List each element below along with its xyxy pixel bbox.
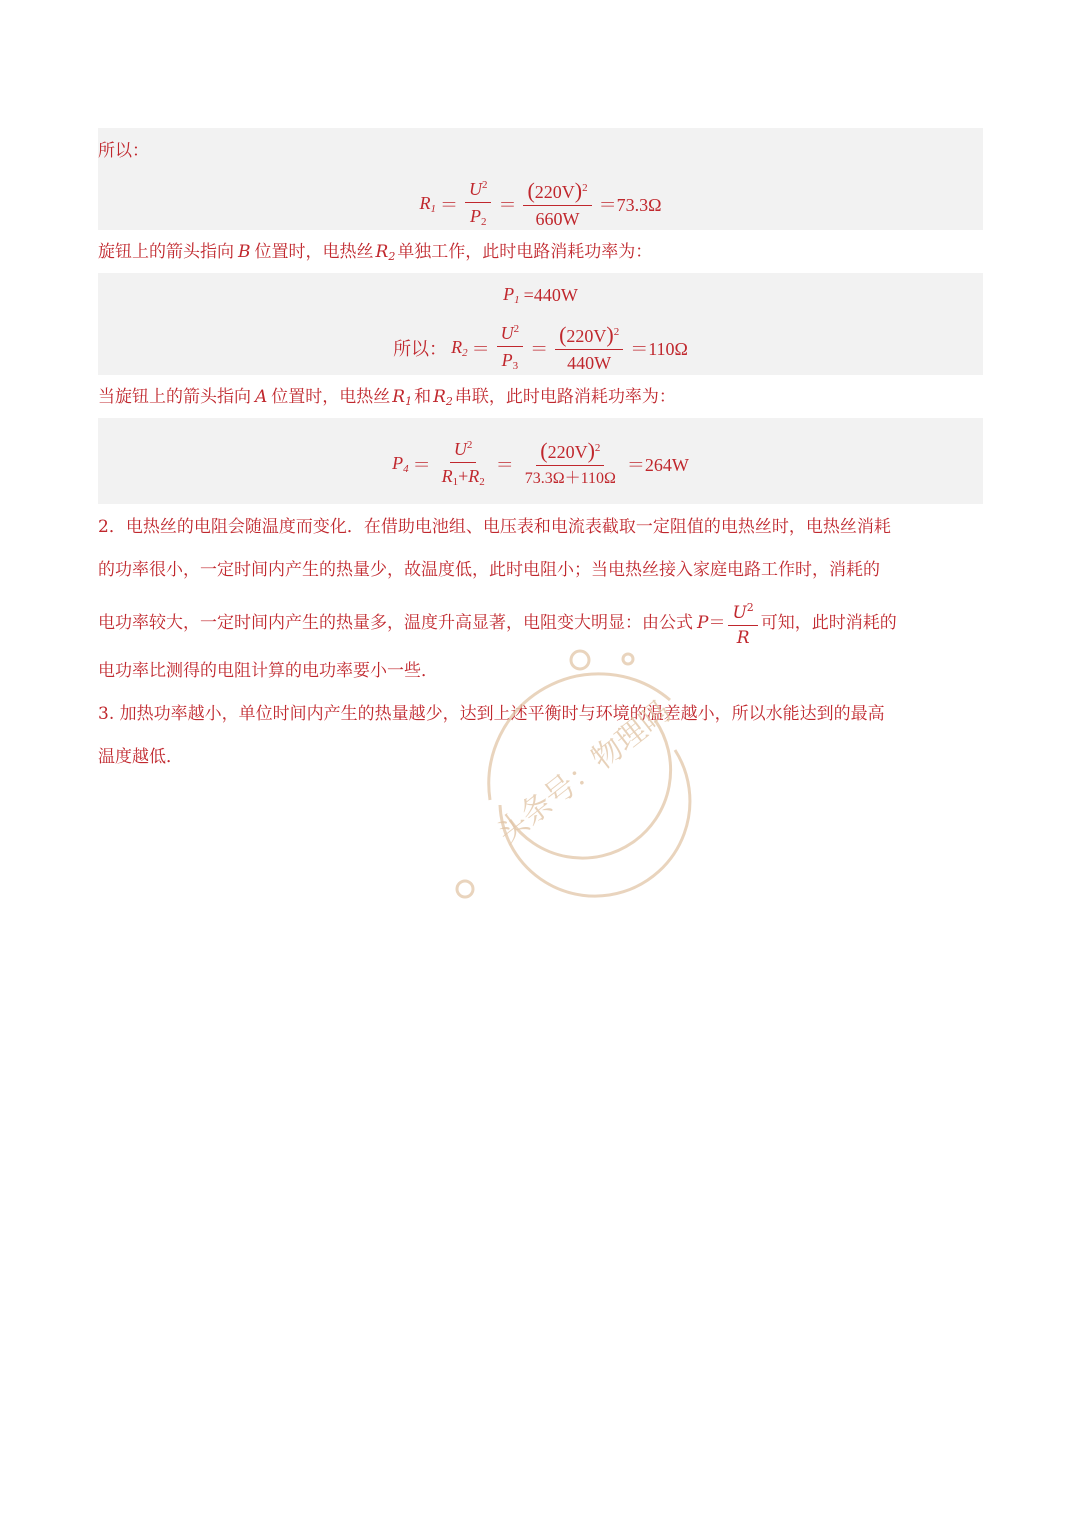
watermark-stamp bbox=[440, 630, 740, 910]
formula-p4: $P_4$ ＝ $\frac{U^2}{R_1+R_2}$ ＝ $\frac{(220V)^2}{73.3\Omega+110\Omega}$ ＝264W bbox=[98, 434, 983, 493]
block2-intro: 所以： bbox=[393, 338, 448, 359]
result-264: ＝264W bbox=[626, 454, 689, 475]
text-line-a: 当旋钮上的箭头指向 A 位置时，电热丝 $R_1$ 和 $R_2$ 串联，此时电路消耗功率为： bbox=[98, 387, 676, 408]
result-73-3: ＝73.3Ω bbox=[598, 194, 662, 215]
para2-line2: 的功率很小，一定时间内产生的热量少，故温度低，此时电阻小；当电热丝接入家庭电路工作时，消耗的 bbox=[98, 560, 880, 580]
formula-p1: $P_1$ =440W bbox=[503, 284, 578, 306]
fraction-u2-r1r2: $\frac{U^2}{R_1+R_2}$ bbox=[438, 434, 489, 493]
fraction-220v-sum: $\frac{(220V)^2}{73.3\Omega+110\Omega}$ bbox=[524, 438, 616, 487]
para3-line2: 温度越低． bbox=[98, 747, 183, 767]
formula-r2: 所以： $R_2$ ＝ $\frac{U^2}{P_3}$ ＝ $\frac{(220V)^2}{440W}$ ＝110Ω bbox=[98, 318, 983, 377]
text-line-b: 旋钮上的箭头指向 B 位置时，电热丝 $R_2$ 单独工作，此时电路消耗功率为： bbox=[98, 242, 653, 263]
formula-r1 bbox=[98, 174, 983, 233]
result-110: ＝110Ω bbox=[630, 338, 688, 359]
fraction-220v-660w: $\frac{(220V)^2}{660W}$ bbox=[523, 177, 591, 230]
block1-intro: 所以： bbox=[98, 141, 149, 161]
watermark-dot-3 bbox=[457, 881, 473, 897]
fraction-u2-p2: $\frac{U^2}{P_2}$ bbox=[465, 174, 492, 233]
r1-symbol: $R_1$ bbox=[419, 192, 436, 215]
watermark-dot-2 bbox=[623, 654, 633, 664]
equals: ＝ bbox=[439, 194, 458, 215]
para2-line1: 2．电热丝的电阻会随温度而变化．在借助电池组、电压表和电流表截取一定阻值的电热丝时，电热丝消耗 bbox=[98, 517, 891, 537]
fraction-u2-p3: $\frac{U^2}{P_3}$ bbox=[497, 318, 524, 377]
fraction-220v-440w: $\frac{(220V)^2}{440W}$ bbox=[555, 321, 623, 374]
watermark-text: 头条号：物理吗 bbox=[490, 694, 678, 851]
para2-line3: 电功率较大，一定时间内产生的热量多，温度升高显著，电阻变大明显：由公式 P ＝ $\frac{U^2}{R}$ 可知，此时消耗的 bbox=[98, 598, 983, 648]
fraction-u2-r: $\frac{U^2}{R}$ bbox=[728, 598, 757, 648]
watermark-dot-1 bbox=[571, 651, 589, 669]
para3-line1: 3. 加热功率越小，单位时间内产生的热量越少，达到上述平衡时与环境的温差越小，所以水能达到的最高 bbox=[98, 704, 885, 724]
equals: ＝ bbox=[498, 194, 517, 215]
para2-line4: 电功率比测得的电阻计算的电功率要小一些． bbox=[98, 661, 438, 681]
